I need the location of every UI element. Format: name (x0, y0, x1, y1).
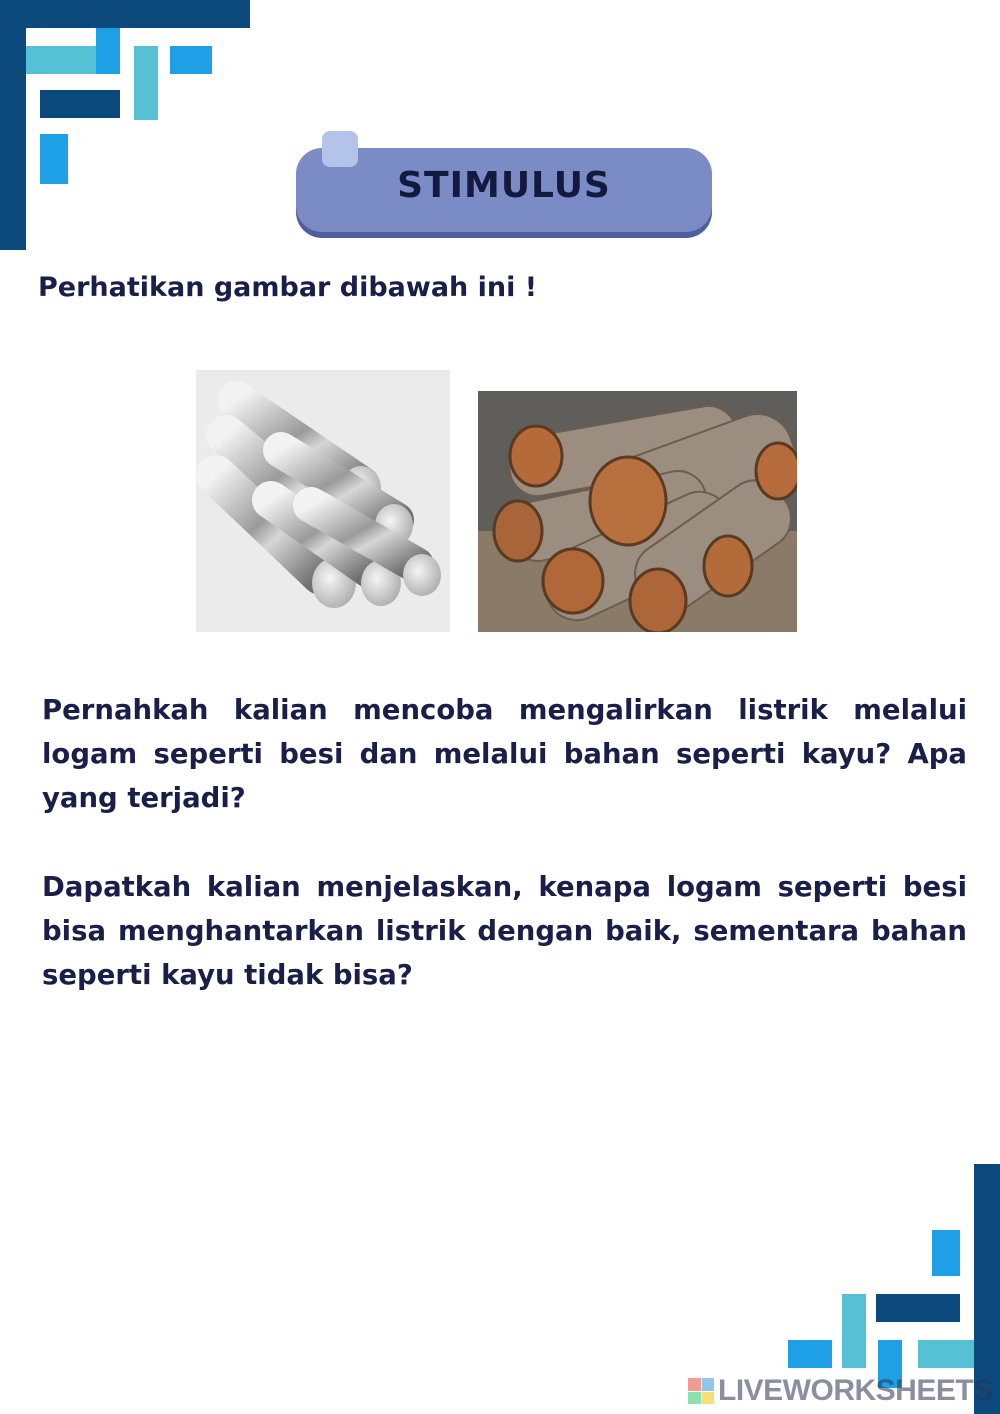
watermark-text: LIVEWORKSHEETS (718, 1374, 993, 1407)
liveworksheets-logo-icon (688, 1378, 714, 1404)
page-title: STIMULUS (397, 164, 611, 206)
wood-logs-image (478, 391, 797, 632)
corner-decoration-top-left (0, 0, 260, 260)
question-paragraph-2: Dapatkah kalian menjelaskan, kenapa logam seperti besi bisa menghantarkan listrik dengan baik, sementara bahan seperti kayu tidak bisa? (42, 871, 967, 991)
question-paragraph-1: Pernahkah kalian mencoba mengalirkan listrik melalui logam seperti besi dan melalui bahan seperti kayu? Apa yang terjadi? (42, 694, 967, 814)
instruction-text: Perhatikan gambar dibawah ini ! (38, 272, 538, 303)
liveworksheets-watermark (688, 1374, 993, 1408)
metal-rods-image (196, 370, 450, 632)
